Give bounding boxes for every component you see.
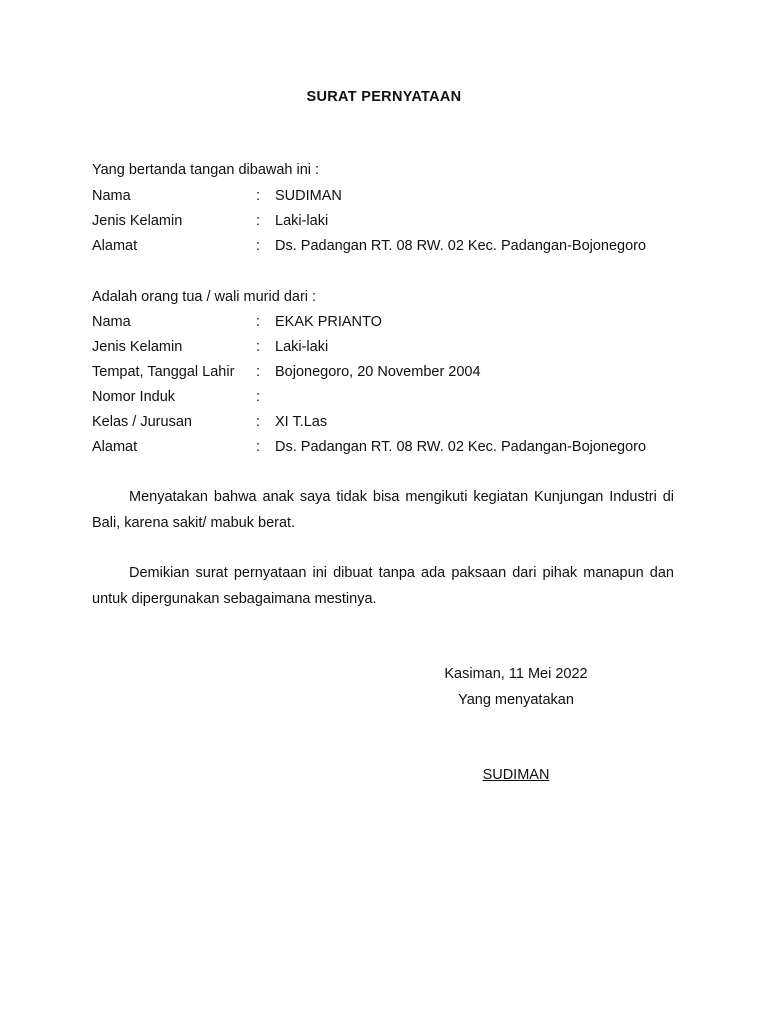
signature-role: Yang menyatakan	[458, 692, 574, 708]
field-colon: :	[256, 389, 261, 405]
field-colon: :	[256, 314, 261, 330]
field-label: Jenis Kelamin	[92, 213, 183, 229]
field-colon: :	[256, 364, 261, 380]
field-colon: :	[256, 439, 261, 455]
statement-paragraph: Menyatakan bahwa anak saya tidak bisa mengikuti kegiatan Kunjungan Industri di Bali, karena sakit/ mabuk berat.	[92, 489, 674, 531]
field-value: EKAK PRIANTO	[275, 314, 382, 330]
field-value: Ds. Padangan RT. 08 RW. 02 Kec. Padangan-Bojonegoro	[275, 238, 647, 254]
section2-intro: Adalah orang tua / wali murid dari :	[92, 289, 317, 305]
field-value: Ds. Padangan RT. 08 RW. 02 Kec. Padangan-Bojonegoro	[275, 439, 647, 455]
field-label: Alamat	[92, 439, 138, 455]
field-label: Tempat, Tanggal Lahir	[92, 364, 235, 380]
closing-paragraph: Demikian surat pernyataan ini dibuat tanpa ada paksaan dari pihak manapun dan untuk dipergunakan sebagaimana mestinya.	[92, 565, 674, 607]
field-value: XI T.Las	[275, 414, 328, 430]
field-label: Nama	[92, 188, 131, 204]
field-colon: :	[256, 188, 261, 204]
field-colon: :	[256, 213, 261, 229]
field-colon: :	[256, 339, 261, 355]
document-title: SURAT PERNYATAAN	[306, 89, 462, 105]
field-value: Laki-laki	[275, 339, 329, 355]
signature-place-date: Kasiman, 11 Mei 2022	[444, 666, 588, 682]
signature-name: SUDIMAN	[482, 767, 550, 783]
field-label: Nama	[92, 314, 131, 330]
field-value: Bojonegoro, 20 November 2004	[275, 364, 481, 380]
field-label: Alamat	[92, 238, 138, 254]
field-label: Kelas / Jurusan	[92, 414, 192, 430]
field-colon: :	[256, 414, 261, 430]
field-colon: :	[256, 238, 261, 254]
field-value: SUDIMAN	[275, 188, 342, 204]
field-label: Jenis Kelamin	[92, 339, 183, 355]
section1-intro: Yang bertanda tangan dibawah ini :	[92, 162, 320, 178]
field-value: Laki-laki	[275, 213, 329, 229]
field-label: Nomor Induk	[92, 389, 176, 405]
